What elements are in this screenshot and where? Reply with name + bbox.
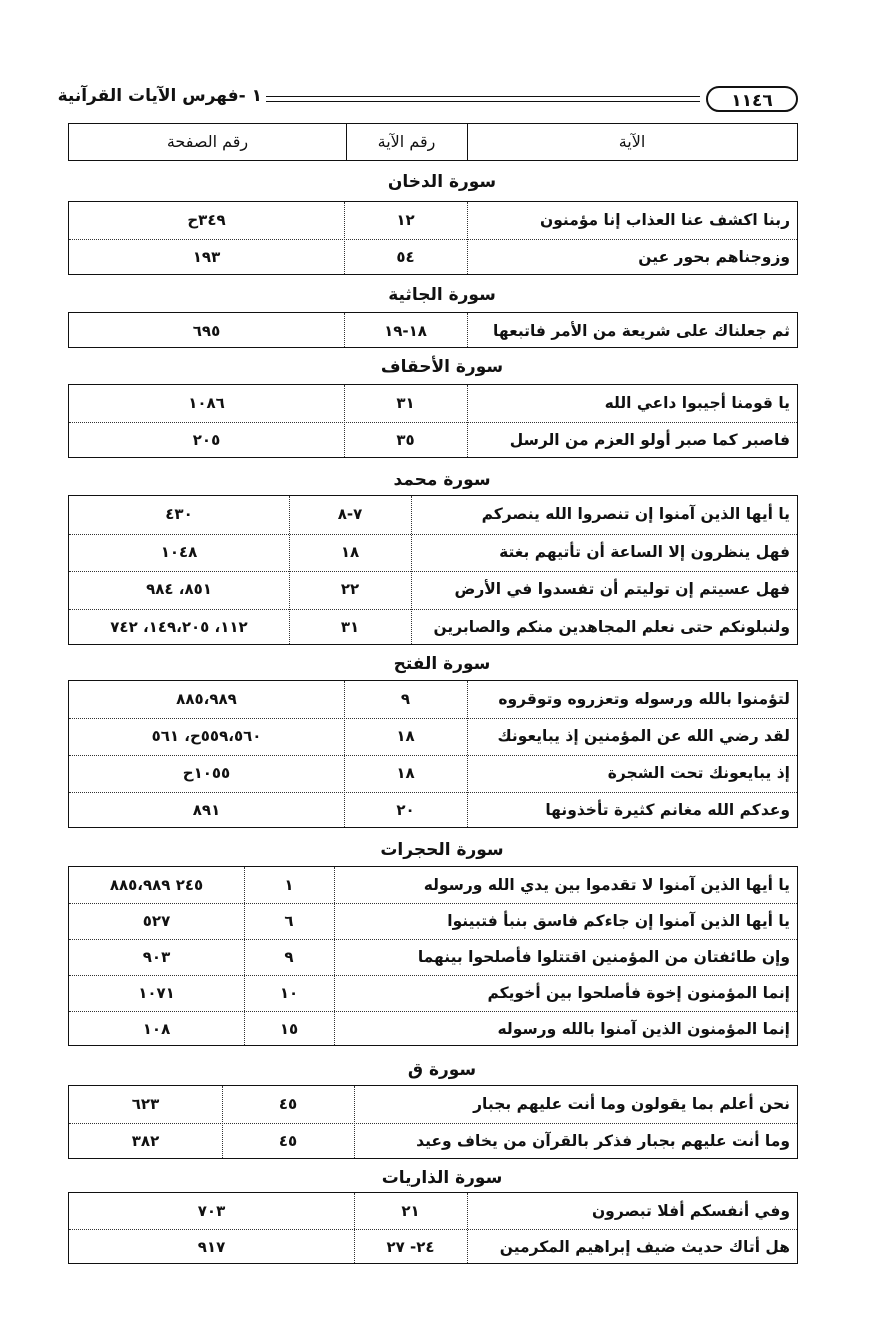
page-references: ٣٤٩ح [187, 211, 226, 229]
table-row [69, 755, 797, 793]
running-header-title: ١ -فهرس الآيات القرآنية [57, 86, 262, 106]
ayah-number: ٢٠ [396, 801, 415, 819]
sura-verse-table [68, 1085, 798, 1159]
ayah-number: ٣١ [396, 394, 415, 412]
page-references: ١٩٣ [192, 248, 221, 266]
table-row [69, 422, 797, 459]
verse-text: وفي أنفسكم أفلا تبصرون [591, 1202, 790, 1220]
page-references: ٩١٧ [197, 1238, 226, 1256]
table-row [69, 1011, 797, 1047]
ayah-number: ٣١ [340, 617, 360, 636]
page-references: ١٠٨٦ [188, 394, 225, 412]
table-row [69, 867, 797, 904]
verse-text: فاصبر كما صبر أولو العزم من الرسل [509, 431, 790, 449]
table-row [69, 718, 797, 756]
table-row [69, 903, 797, 940]
page-references: ٦٢٣ [131, 1095, 160, 1113]
page-references: ٢٠٥ [192, 431, 221, 449]
page-references: ٨٥١، ٩٨٤ [146, 580, 212, 598]
table-row [69, 939, 797, 976]
sura-verse-table [68, 680, 798, 828]
verse-text: لقد رضي الله عن المؤمنين إذ يبايعونك [497, 727, 790, 745]
column-divider [346, 124, 347, 160]
verse-text: ولنبلونكم حتى نعلم المجاهدين منكم والصابرين [433, 617, 790, 636]
table-row [69, 496, 797, 535]
verse-text: إذ يبايعونك تحت الشجرة [607, 764, 790, 782]
verse-text: ثم جعلناك على شريعة من الأمر فاتبعها [493, 322, 790, 340]
page-references: ١٠٤٨ [160, 542, 198, 561]
sura-verse-table [68, 1192, 798, 1264]
table-row [69, 975, 797, 1012]
table-row [69, 385, 797, 423]
ayah-number: ٢٤- ٢٧ [386, 1238, 435, 1256]
verse-text: إنما المؤمنون الذين آمنوا بالله ورسوله [497, 1020, 790, 1038]
table-row [69, 202, 797, 240]
ayah-number: ٩ [400, 690, 411, 708]
ayah-number: ٢٢ [340, 580, 360, 598]
ayah-number: ١٨ [396, 764, 415, 782]
column-divider [467, 124, 468, 160]
sura-title: سورة الأحقاف [380, 357, 504, 377]
page-references: ٤٣٠ [165, 505, 193, 523]
column-header-row [68, 123, 798, 161]
table-row [69, 1086, 797, 1124]
ayah-number: ١٢ [396, 211, 415, 229]
ayah-number: ١٨ [396, 727, 415, 745]
verse-text: يا أيها الذين آمنوا إن جاءكم فاسق بنبأ فتبينوا [447, 912, 790, 930]
verse-text: وعدكم الله مغانم كثيرة تأخذونها [545, 801, 790, 819]
ayah-number: ١ [284, 876, 294, 894]
verse-text: وما أنت عليهم بجبار فذكر بالقرآن من يخاف وعيد [416, 1132, 790, 1150]
header-double-rule [266, 96, 700, 102]
sura-title: سورة ق [407, 1060, 477, 1080]
column-header-verse: الآية [618, 132, 646, 151]
verse-text: يا قومنا أجيبوا داعي الله [604, 394, 790, 412]
page-references: ٥٥٩،٥٦٠ح، ٥٦١ [151, 727, 262, 745]
page-references: ٦٩٥ [192, 322, 221, 340]
ayah-number: ٩ [284, 948, 294, 966]
table-row [69, 792, 797, 829]
ayah-number: ٥٤ [396, 248, 415, 266]
verse-text: وإن طائفتان من المؤمنين اقتتلوا فأصلحوا بينهما [417, 948, 790, 966]
verse-text: فهل عسيتم إن توليتم أن تفسدوا في الأرض [454, 580, 790, 598]
verse-text: لتؤمنوا بالله ورسوله وتعزروه وتوقروه [498, 690, 790, 708]
verse-text: فهل ينظرون إلا الساعة أن تأتيهم بغتة [499, 542, 790, 561]
page-references: ٨٨٥،٩٨٩ [176, 690, 237, 708]
column-header-page-number: رقم الصفحة [166, 132, 249, 151]
table-row [69, 239, 797, 276]
table-row [69, 1229, 797, 1265]
verse-text: يا أيها الذين آمنوا لا تقدموا بين يدي الله ورسوله [423, 876, 790, 894]
verse-text: ربنا اكشف عنا العذاب إنا مؤمنون [539, 211, 790, 229]
sura-verse-table [68, 384, 798, 458]
sura-title: سورة الدخان [387, 172, 497, 192]
verse-text: هل أتاك حديث ضيف إبراهيم المكرمين [499, 1238, 790, 1256]
table-row [69, 313, 797, 349]
ayah-number: ٦ [284, 912, 294, 930]
sura-verse-table [68, 201, 798, 275]
ayah-number: ١٨-١٩ [384, 322, 427, 340]
page-references: ٢٤٥ ٨٨٥،٩٨٩ [109, 876, 204, 894]
sura-verse-table [68, 495, 798, 645]
ayah-number: ٧-٨ [337, 505, 363, 523]
ayah-number: ١٠ [279, 984, 299, 1002]
table-row [69, 609, 797, 647]
page-references: ٥٢٧ [142, 912, 171, 930]
table-row [69, 1193, 797, 1230]
verse-text: يا أيها الذين آمنوا إن تنصروا الله ينصركم [481, 505, 790, 523]
table-row [69, 681, 797, 719]
sura-title: سورة محمد [393, 470, 491, 490]
ayah-number: ١٨ [340, 542, 360, 561]
page-references: ١٠٧١ [138, 984, 175, 1002]
table-row [69, 571, 797, 610]
page-number-badge: ١١٤٦ [706, 86, 798, 112]
page-references: ٩٠٣ [142, 948, 171, 966]
ayah-number: ٢١ [401, 1202, 420, 1220]
verse-text: نحن أعلم بما يقولون وما أنت عليهم بجبار [473, 1095, 790, 1113]
ayah-number: ١٥ [279, 1020, 299, 1038]
verse-text: وزوجناهم بحور عين [638, 248, 790, 266]
ayah-number: ٣٥ [396, 431, 415, 449]
table-row [69, 1123, 797, 1160]
page-references: ١٠٨ [142, 1020, 171, 1038]
ayah-number: ٤٥ [278, 1095, 298, 1113]
verse-text: إنما المؤمنون إخوة فأصلحوا بين أخويكم [487, 984, 790, 1002]
table-row [69, 534, 797, 573]
page-references: ٧٠٣ [197, 1202, 226, 1220]
sura-verse-table [68, 312, 798, 348]
sura-title: سورة الحجرات [380, 840, 504, 860]
page-references: ١١٢، ١٤٩،٢٠٥، ٧٤٢ [110, 617, 248, 636]
ayah-number: ٤٥ [278, 1132, 298, 1150]
page-references: ٣٨٢ [131, 1132, 160, 1150]
sura-title: سورة الفتح [393, 654, 491, 674]
sura-title: سورة الذاريات [381, 1168, 503, 1188]
sura-verse-table [68, 866, 798, 1046]
page-references: ٨٩١ [192, 801, 221, 819]
column-header-ayah-number: رقم الآية [377, 132, 436, 151]
sura-title: سورة الجاثية [388, 285, 496, 305]
page-references: ١٠٥٥ح [182, 764, 231, 782]
